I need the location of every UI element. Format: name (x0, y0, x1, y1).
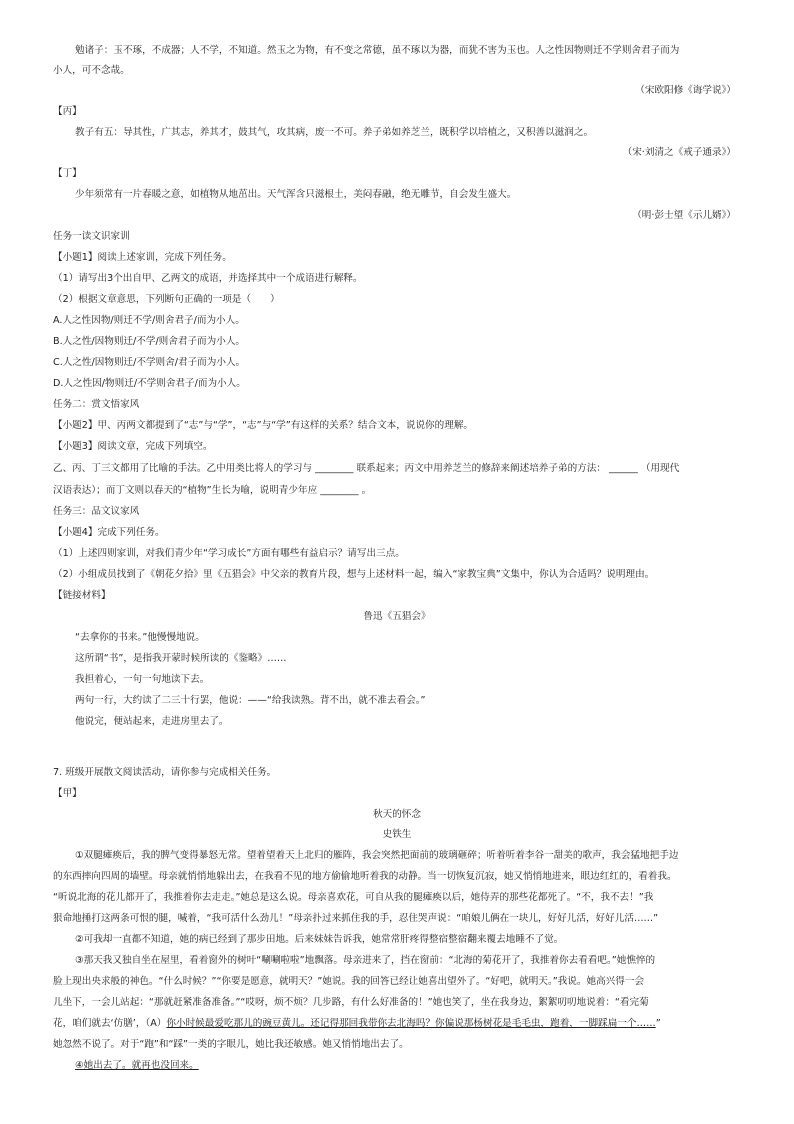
paragraph-segment: 花，咱们就去‘仿膳’，（A） (53, 1018, 167, 1029)
question-line: （2）小组成员找到了《朝花夕拾》里《五猖会》中父亲的教育片段，想与上述材料一起，编入“家教宝典”文集中，你认为合适吗？说明理由。 (53, 569, 655, 580)
section-marker: 【链接材料】 (53, 590, 111, 601)
section-marker: 【甲】 (53, 788, 82, 799)
source-citation: （明·彭士望《示儿婿》） (632, 210, 736, 221)
source-citation: （宋欧阳修《诲学说》） (635, 85, 736, 96)
paragraph-line: 狠命地捶打这两条可恨的腿，喊着，“我可活什么劲儿！”母亲扑过来抓住我的手，忍住哭声说：“咱娘儿俩在一块儿，好好儿活，好好儿活……” (53, 913, 659, 924)
text-line: 少年须常有一片春暖之意，如植物从地茁出。天气浑含只滋根土，美闷春融，绝无雕节，自会发生盛大。 (75, 189, 517, 200)
question-line: 【小题1】阅读上述家训，完成下列任务。 (53, 252, 232, 263)
paragraph-line: ①双腿瘫痪后，我的脾气变得暴怒无常。望着望着天上北归的雁阵，我会突然把面前的玻璃砸碎；听着听着李谷一甜美的歌声，我会猛地把手边 (75, 850, 679, 861)
paragraph-line: ②可我却一直都不知道，她的病已经到了那步田地。后来妹妹告诉我，她常常肝疼得整宿整宿翻来覆去地睡不了觉。 (75, 934, 564, 945)
underlined-sentence-a: 你小时候最爱吃那儿的豌豆黄儿。还记得那回我带你去北海吗？你偏说那杨树花是毛毛虫，跑着，一脚踩扁一个…… (166, 1018, 656, 1029)
task-heading: 任务一读文识家训 (53, 231, 130, 242)
quote-line: 这所谓“书”，是指我开蒙时候所读的《鉴略》…… (75, 653, 287, 664)
paragraph-line (75, 1059, 741, 1073)
option-c: C.人之性/因物则迁/不学则舍/君子而为小人。 (53, 357, 246, 368)
option-b: B.人之性/因物则迁/不学/则舍君子而为小人。 (53, 336, 246, 347)
article-author: 史铁生 (382, 829, 412, 840)
text-line: 小人，可不念哉。 (53, 65, 130, 76)
quote-line: 两句一行，大约读了二三十行罢，他说：——“给我读熟。背不出，就不准去看会。” (75, 695, 426, 706)
text-line: 教子有五：导其性，广其志，养其才，鼓其气，攻其病，废一不可。养子弟如养芝兰，既积学以培植之，又积善以滋润之。 (75, 127, 594, 138)
paragraph-line: 她忽然不说了。对于“跑”和“踩”一类的字眼儿，她比我还敏感。她又悄悄地出去了。 (53, 1039, 409, 1050)
question-line: 乙、丙、丁三文都用了比喻的手法。乙中用类比将人的学习与 ________ 联系起来；丙文中用养芝兰的修辞来阐述培养子弟的方法： ______ （用现代 (53, 463, 680, 474)
option-d: D.人之性因/物则迁/不学则舍君子/而为小人。 (53, 378, 246, 389)
quote-line: 他说完，便站起来，走进房里去了。 (75, 716, 229, 727)
excerpt-title: 鲁迅《五猖会》 (363, 611, 431, 622)
paragraph-line: 儿坐下，一会儿站起：“那就赶紧准备准备。”“哎呀，烦不烦？几步路，有什么好准备的！”她也笑了，坐在我身边，絮絮叨叨地说着：“看完菊 (53, 997, 649, 1008)
article-title: 秋天的怀念 (373, 809, 421, 820)
paragraph-segment: ” (655, 1018, 661, 1029)
question-line: （2）根据文章意思，下列断句正确的一项是（ ） (53, 294, 280, 305)
task-heading: 任务二：赏文悟家风 (53, 399, 140, 410)
paragraph-line: 脸上现出央求般的神色。“什么时候？”“你要是愿意，就明天？”她说。我的回答已经让她喜出望外了。“好吧，就明天。”我说。她高兴得一会 (53, 976, 645, 987)
section-marker: 【丙】 (53, 106, 82, 117)
question-line: （1）请写出3个出自甲、乙两文的成语，并选择其中一个成语进行解释。 (53, 273, 363, 284)
text-line: 勉诸子：玉不琢，不成器；人不学，不知道。然玉之为物，有不变之常德，虽不琢以为器，而犹不害为玉也。人之性因物则迁不学则舍君子而为 (75, 45, 680, 56)
paragraph-line: ③那天我又独自坐在屋里，看着窗外的树叶“唰唰啦啦”地飘落。母亲进来了，挡在窗前：“北海的菊花开了，我推着你去看看吧。”她憔悴的 (75, 955, 656, 966)
question-line: （1）上述四则家训，对我们青少年“学习成长”方面有哪些有益启示？请写出三点。 (53, 548, 405, 559)
option-a: A.人之性因物/则迁不学/则舍君子/而为小人。 (53, 315, 245, 326)
quote-line: 我担着心，一句一句地读下去。 (75, 674, 210, 685)
paragraph-line: “听说北海的花儿都开了，我推着你去走走。”她总是这么说。母亲喜欢花，可自从我的腿瘫痪以后，她侍弄的那些花都死了。“不，我不去！”我 (53, 892, 654, 903)
quote-line: “去拿你的书来。”他慢慢地说。 (75, 632, 205, 643)
paragraph-line: 的东西摔向四周的墙壁。母亲就悄悄地躲出去，在我看不见的地方偷偷地听着我的动静。当一切恢复沉寂，她又悄悄地进来，眼边红红的，看着我。 (53, 871, 677, 882)
paragraph-line (53, 1017, 741, 1031)
question-heading: 7. 班级开展散文阅读活动，请你参与完成相关任务。 (53, 767, 277, 778)
section-marker: 【丁】 (53, 168, 82, 179)
source-citation: （宋·刘清之《戒子通录》） (622, 147, 736, 158)
question-line: 【小题2】甲、丙两文都提到了“志”与“学”，“志”与“学”有这样的关系？结合文本，说说你的理解。 (53, 420, 474, 431)
question-line: 【小题3】阅读文章，完成下列填空。 (53, 441, 213, 452)
question-line: 汉语表达）；而丁文则以春天的“植物”生长为喻，说明青少年应 ________ 。 (53, 485, 372, 496)
question-line: 【小题4】完成下列任务。 (53, 527, 165, 538)
task-heading: 任务三：品文议家风 (53, 506, 140, 517)
underlined-sentence: ④她出去了。就再也没回来。 (75, 1060, 199, 1071)
